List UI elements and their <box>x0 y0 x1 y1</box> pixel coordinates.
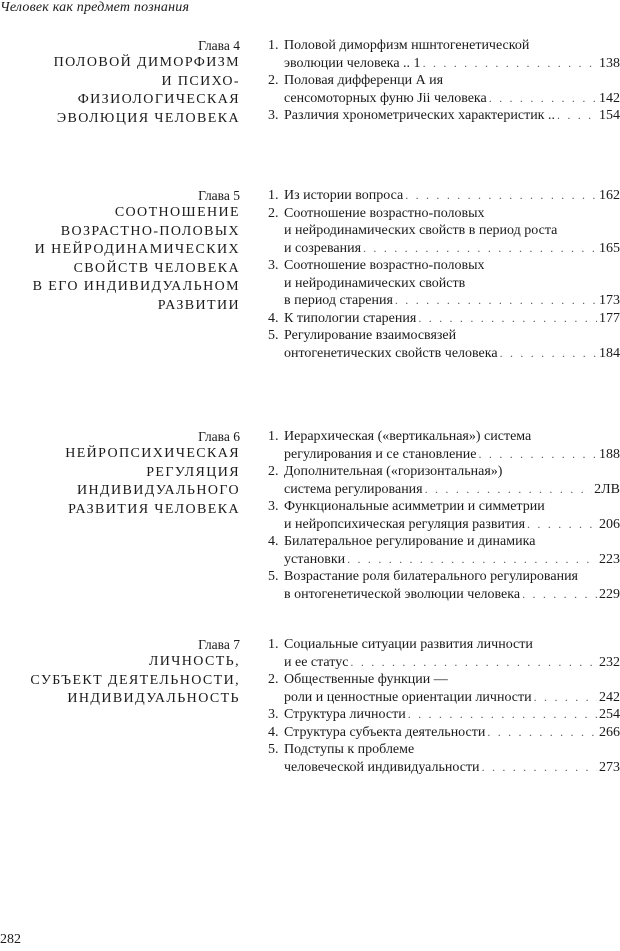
toc-entry-line <box>268 222 620 240</box>
dot-leader <box>500 345 597 363</box>
toc-entry-number: 4. <box>268 310 279 326</box>
toc-entry[interactable] <box>268 741 620 776</box>
toc-page-number: 266 <box>599 724 620 740</box>
toc-entry-line <box>268 345 620 363</box>
chapter-title-line: ИНДИВИДУАЛЬНОГО <box>76 483 240 498</box>
toc-entry-text: Соотношение возрастно-половых <box>284 258 485 273</box>
toc-entry[interactable] <box>268 205 620 258</box>
toc-entry-line <box>268 240 620 258</box>
dot-leader <box>479 446 597 464</box>
toc-entry[interactable] <box>268 37 620 72</box>
toc-entry-line <box>268 187 620 205</box>
chapter-heading <box>0 636 240 709</box>
toc-entry-number: 3. <box>268 707 279 722</box>
toc-entry-text: и созревания <box>284 240 362 256</box>
toc-entry-text: Различия хронометрических характеристик .. <box>284 108 555 123</box>
toc-entry-number: 3. <box>268 258 279 273</box>
toc-entry-line <box>268 275 620 293</box>
dot-leader <box>527 516 597 534</box>
chapter-title-line: НЕЙРОПСИХИЧЕСКАЯ <box>65 446 240 461</box>
toc-entry-text: и нейропсихическая регуляция развития <box>284 516 526 532</box>
toc-entry[interactable] <box>268 310 620 328</box>
toc-entry[interactable] <box>268 187 620 205</box>
toc-entry-number: 2. <box>268 464 279 479</box>
toc-entry-text: Регулирование взаимосвязей <box>284 328 457 343</box>
toc-entry[interactable] <box>268 257 620 310</box>
dot-leader <box>522 586 597 604</box>
toc-entry-line <box>268 257 620 275</box>
chapter-title-line: СООТНОШЕНИЕ <box>114 205 240 220</box>
toc-page-number: 254 <box>599 707 620 722</box>
toc-entry[interactable] <box>268 533 620 568</box>
toc-entry-line <box>268 759 620 777</box>
toc-entry-text: Подступы к проблеме <box>284 742 415 757</box>
toc-entry-line <box>268 568 620 586</box>
chapter-title-line: ПОЛОВОЙ ДИМОРФИЗМ <box>53 55 240 70</box>
dot-leader <box>408 706 597 724</box>
toc-entry-line <box>268 428 620 446</box>
toc-entry[interactable] <box>268 428 620 463</box>
toc-entry-line <box>268 498 620 516</box>
toc-entry-number: 3. <box>268 108 279 123</box>
dot-leader <box>405 187 597 205</box>
toc-entry-line <box>268 310 620 328</box>
toc-entry-text: Соотношение возрастно-половых <box>284 205 485 221</box>
toc-page-number: 229 <box>599 586 620 602</box>
chapter-title-line: РЕГУЛЯЦИЯ <box>146 464 240 480</box>
chapter-number: Глава 7 <box>198 637 240 652</box>
toc-entry-number: 1. <box>268 188 279 203</box>
toc-entry-line <box>268 446 620 464</box>
chapter-title-line: В ЕГО ИНДИВИДУАЛЬНОМ <box>32 279 240 294</box>
toc-page-number: 206 <box>599 516 620 532</box>
toc-page-number: 165 <box>599 240 620 256</box>
chapter-heading <box>0 187 240 315</box>
toc-entry[interactable] <box>268 636 620 671</box>
toc-entry-text: Возрастание роля билатерального регулирования <box>284 569 578 584</box>
dot-leader <box>395 292 597 310</box>
toc-entry-number: 5. <box>268 569 279 584</box>
toc-entry-text: регулирования и се становление <box>284 446 477 462</box>
toc-entry[interactable] <box>268 463 620 498</box>
toc-entry-text: в онтогенетической эволюции человека <box>284 586 521 602</box>
toc-entry-line <box>268 37 620 55</box>
toc-entry-text: К типологии старения <box>284 310 417 326</box>
toc-entry-number: 4. <box>268 534 279 549</box>
dot-leader <box>363 240 597 258</box>
toc-entry[interactable] <box>268 724 620 742</box>
toc-entry[interactable] <box>268 107 620 125</box>
toc-entry-text: роли и ценностные ориентации личности <box>284 689 532 705</box>
toc-entry-text: Социальные ситуации развития личности <box>284 637 533 652</box>
toc-page-number: 184 <box>599 345 620 361</box>
toc-entry-line <box>268 481 620 499</box>
dot-leader <box>557 107 597 125</box>
chapter-items <box>268 428 620 603</box>
running-head: Человек как предмет познания <box>0 0 190 15</box>
toc-entry[interactable] <box>268 72 620 107</box>
toc-entry-line <box>268 516 620 534</box>
toc-entry-number: 1. <box>268 429 279 444</box>
toc-entry-number: 2. <box>268 672 279 687</box>
toc-entry-line <box>268 689 620 707</box>
dot-leader <box>350 654 597 672</box>
toc-page-number: 154 <box>599 108 620 123</box>
toc-entry-line <box>268 205 620 223</box>
chapter-items <box>268 37 620 125</box>
toc-entry-number: 4. <box>268 724 279 740</box>
dot-leader <box>425 481 593 499</box>
toc-page-number: 138 <box>599 55 620 71</box>
toc-entry-text: Функциональные асимметрии и симметрии <box>284 499 545 514</box>
toc-page-number: 188 <box>599 446 620 462</box>
toc-page-number: 142 <box>599 90 620 106</box>
toc-entry-text: человеческой индивидуальности <box>284 759 480 775</box>
chapter-title-line: ЛИЧНОСТЬ, <box>148 654 240 669</box>
dot-leader <box>423 55 597 73</box>
chapter-title-line: СУБЪЕКТ ДЕЯТЕЛЬНОСТИ, <box>30 672 240 688</box>
toc-entry-line <box>268 55 620 73</box>
toc-entry-number: 2. <box>268 205 279 221</box>
toc-page-number: 273 <box>599 759 620 775</box>
toc-entry-line <box>268 292 620 310</box>
toc-entry-number: 5. <box>268 742 279 757</box>
page-number: 282 <box>0 932 21 947</box>
toc-entry-line <box>268 654 620 672</box>
toc-entry-text: Структура личности <box>284 707 406 722</box>
toc-entry[interactable] <box>268 568 620 603</box>
chapter-number: Глава 4 <box>198 38 240 53</box>
chapter-number: Глава 6 <box>198 429 240 444</box>
toc-entry-text: установки <box>284 551 346 567</box>
toc-entry-text: онтогенетических свойств человека <box>284 345 498 361</box>
toc-entry-text: Билатеральное регулирование и динамика <box>284 534 536 549</box>
toc-entry-text: в период старения <box>284 293 393 308</box>
toc-entry-text: и нейродинамических свойств <box>284 275 466 291</box>
chapter-title-line: ФИЗИОЛОГИЧЕСКАЯ <box>77 92 240 107</box>
toc-entry-text: Из истории вопроса <box>284 188 404 203</box>
chapter-number: Глава 5 <box>198 188 240 203</box>
toc-entry-text: Дополнительная («горизонтальная») <box>284 464 503 479</box>
dot-leader <box>347 551 597 569</box>
toc-page-number: 162 <box>599 188 620 203</box>
toc-entry-line <box>268 586 620 604</box>
toc-entry-number: 3. <box>268 499 279 514</box>
toc-entry-text: и нейродинамических свойств в период роста <box>284 223 558 238</box>
toc-page-number: 2ЛВ <box>594 481 620 497</box>
chapter-title-line: СВОЙСТВ ЧЕЛОВЕКА <box>73 260 240 276</box>
toc-entry-number: 2. <box>268 73 279 88</box>
toc-entry-number: 1. <box>268 637 279 652</box>
chapter-heading <box>0 428 240 519</box>
toc-entry-line <box>268 533 620 551</box>
chapter-title-line: ЭВОЛЮЦИЯ ЧЕЛОВЕКА <box>56 110 240 126</box>
chapter-title-line: РАЗВИТИИ <box>157 297 240 313</box>
chapter-title-line: И НЕЙРОДИНАМИЧЕСКИХ <box>34 242 240 257</box>
toc-entry-text: и ее статус <box>284 654 349 670</box>
toc-entry-text: Половая дифференци А ия <box>284 73 444 88</box>
toc-entry-text: Общественные функции — <box>284 672 448 687</box>
toc-entry-text: Структура субъекта деятельности <box>284 724 486 740</box>
toc-entry-line <box>268 706 620 724</box>
toc-page-number: 177 <box>599 310 620 326</box>
toc-page-number: 232 <box>599 654 620 670</box>
toc-entry-line <box>268 671 620 689</box>
toc-page-number: 242 <box>599 689 620 705</box>
chapter-title-line: И ПСИХО- <box>161 73 240 89</box>
chapter-title-line: ИНДИВИДУАЛЬНОСТЬ <box>67 691 240 706</box>
toc-entry-line <box>268 72 620 90</box>
toc-entry-number: 5. <box>268 328 279 343</box>
toc-entry-text: сенсомоторных фуню Jii человека <box>284 90 487 106</box>
toc-entry-line <box>268 90 620 108</box>
chapter-title-line: РАЗВИТИЯ ЧЕЛОВЕКА <box>68 501 240 517</box>
dot-leader <box>487 724 597 742</box>
toc-entry-text: Иерархическая («вертикальная») система <box>284 429 532 444</box>
toc-entry-text: система регулирования <box>284 481 423 497</box>
toc-entry-line <box>268 636 620 654</box>
dot-leader <box>534 689 597 707</box>
toc-entry-line <box>268 551 620 569</box>
toc-entry-line <box>268 327 620 345</box>
toc-entry[interactable] <box>268 327 620 362</box>
toc-page-number: 223 <box>599 551 620 567</box>
chapter-items <box>268 636 620 776</box>
toc-entry-line <box>268 107 620 125</box>
toc-entry-text: эволюции человека .. 1 <box>284 55 421 71</box>
toc-page-number: 173 <box>599 293 620 308</box>
toc-entry[interactable] <box>268 498 620 533</box>
dot-leader <box>418 310 597 328</box>
dot-leader <box>482 759 597 777</box>
chapter-title-line: ВОЗРАСТНО-ПОЛОВЫХ <box>60 223 240 239</box>
toc-entry-line <box>268 463 620 481</box>
toc-entry[interactable] <box>268 706 620 724</box>
chapter-heading <box>0 37 240 128</box>
toc-entry[interactable] <box>268 671 620 706</box>
toc-entry-line <box>268 724 620 742</box>
dot-leader <box>489 90 597 108</box>
toc-entry-line <box>268 741 620 759</box>
toc-entry-text: Половой диморфизм ншнтогенетической <box>284 38 530 53</box>
chapter-items <box>268 187 620 362</box>
toc-entry-number: 1. <box>268 38 279 53</box>
